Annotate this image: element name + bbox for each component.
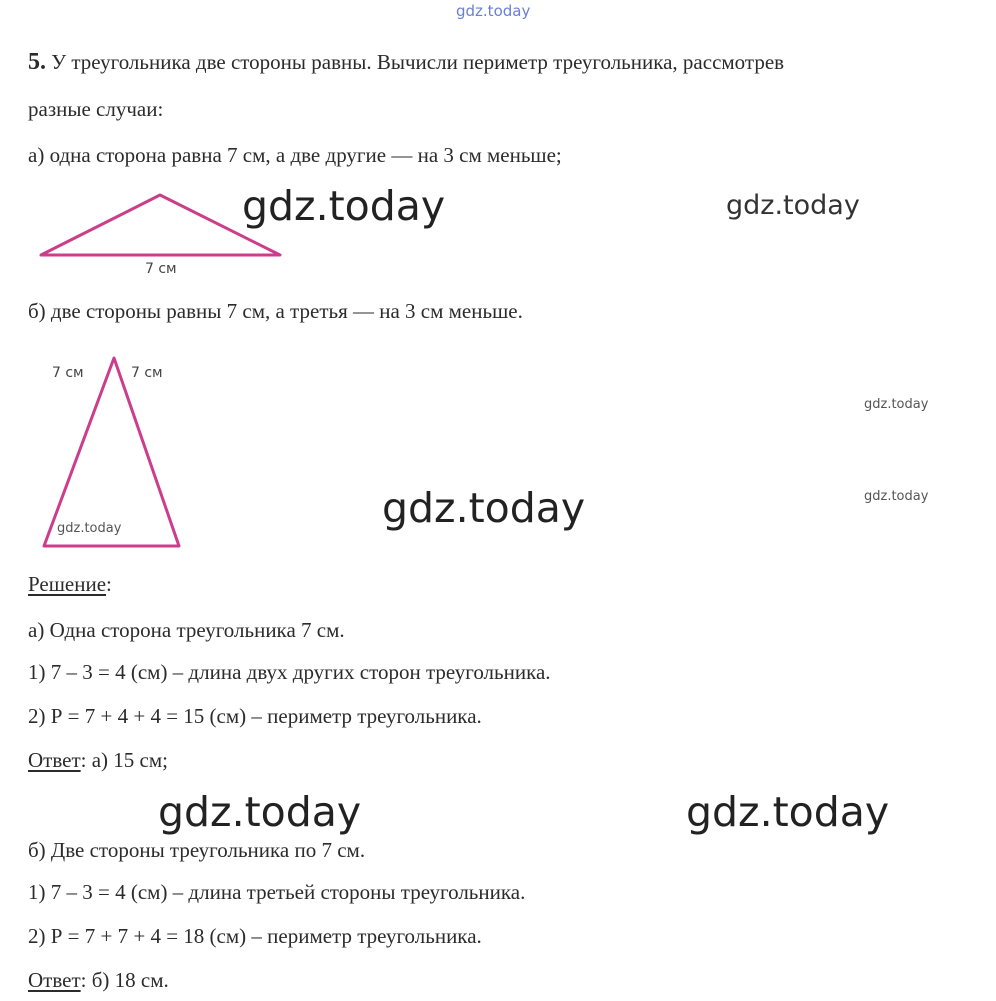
triangle-b: [44, 358, 179, 546]
watermark-small-in-triangle: gdz.today: [57, 521, 122, 536]
triangle-b-left-label: 7 см: [52, 365, 84, 381]
solution-a-step2: 2) Р = 7 + 4 + 4 = 15 (см) – периметр треугольника.: [28, 704, 482, 728]
watermark-large-4: gdz.today: [686, 788, 890, 836]
watermark-medium-1: gdz.today: [726, 190, 860, 221]
problem-statement-line2: разные случаи:: [28, 97, 164, 121]
solution-heading-label: Решение: [28, 572, 107, 596]
problem-number: 5.: [28, 49, 46, 75]
answer-b-label: Ответ: [28, 968, 81, 992]
problem-text: У треугольника две стороны равны. Вычисли периметр треугольника, рассмотрев: [51, 50, 785, 74]
watermark-large-1: gdz.today: [242, 182, 446, 230]
watermark-large-3: gdz.today: [158, 788, 362, 836]
watermark-small-2: gdz.today: [864, 489, 929, 504]
triangle-b-right-label: 7 см: [131, 365, 163, 381]
case-a-text: а) одна сторона равна 7 см, а две другие — на 3 см меньше;: [28, 143, 562, 167]
answer-b-value: : б) 18 см.: [80, 968, 169, 992]
watermark-top: gdz.today: [456, 2, 531, 20]
solution-a-answer: [28, 750, 168, 771]
solution-b-step2: 2) Р = 7 + 7 + 4 = 18 (см) – периметр треугольника.: [28, 924, 482, 948]
answer-a-label: Ответ: [28, 748, 81, 772]
solution-heading-colon: :: [106, 572, 112, 596]
solution-b-intro: б) Две стороны треугольника по 7 см.: [28, 838, 366, 862]
solution-b-step1: 1) 7 – 3 = 4 (см) – длина третьей стороны треугольника.: [28, 880, 526, 904]
case-b-text: б) две стороны равны 7 см, а третья — на 3 см меньше.: [28, 299, 523, 323]
triangle-a-base-label: 7 см: [145, 261, 177, 277]
solution-a-step1: 1) 7 – 3 = 4 (см) – длина двух других сторон треугольника.: [28, 660, 551, 684]
solution-a-intro: а) Одна сторона треугольника 7 см.: [28, 618, 345, 642]
watermark-large-2: gdz.today: [382, 484, 586, 532]
solution-b-answer: [28, 970, 169, 991]
watermark-small-1: gdz.today: [864, 397, 929, 412]
solution-heading: [28, 574, 112, 595]
answer-a-value: : а) 15 см;: [80, 748, 168, 772]
